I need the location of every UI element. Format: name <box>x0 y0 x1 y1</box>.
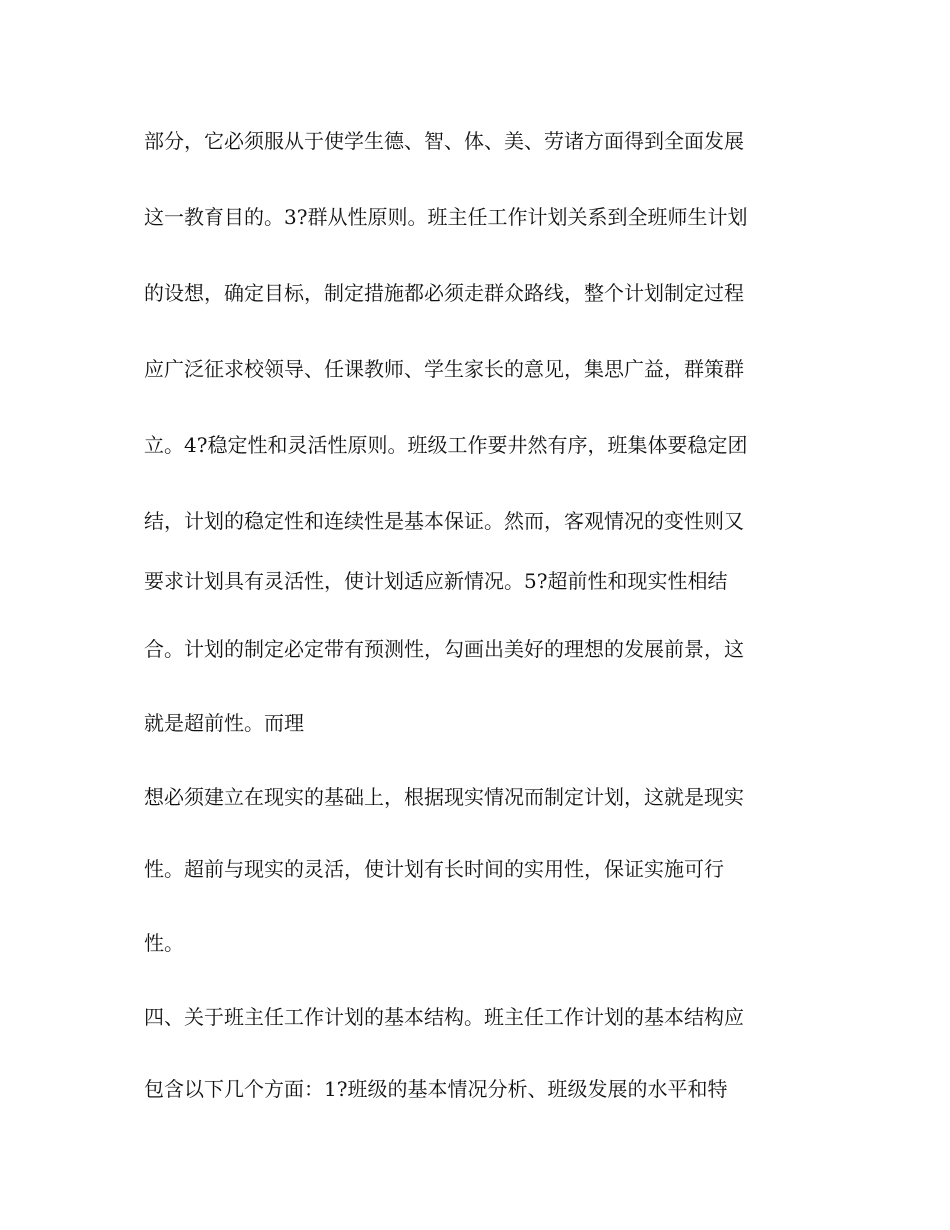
text-line-4: 应广泛征求校领导、任课教师、学生家长的意见，集思广益，群策群 <box>144 357 744 381</box>
text-line-9: 就是超前性。而理 <box>144 711 304 735</box>
text-line-3: 的设想，确定目标，制定措施都必须走群众路线，整个计划制定过程 <box>144 281 744 305</box>
text-line-5: 立。4?稳定性和灵活性原则。班级工作要井然有序，班集体要稳定团 <box>144 433 748 457</box>
text-line-14: 包含以下几个方面：1?班级的基本情况分析、班级发展的水平和特 <box>144 1077 728 1101</box>
text-line-7: 要求计划具有灵活性，使计划适应新情况。5?超前性和现实性相结 <box>144 569 728 593</box>
text-line-1: 部分，它必须服从于使学生德、智、体、美、劳诸方面得到全面发展 <box>144 129 744 153</box>
text-line-6: 结，计划的稳定性和连续性是基本保证。然而，客观情况的变性则又 <box>144 509 744 533</box>
text-line-8: 合。计划的制定必定带有预测性，勾画出美好的理想的发展前景，这 <box>144 637 744 661</box>
text-line-11: 性。超前与现实的灵活，使计划有长时间的实用性，保证实施可行 <box>144 857 724 881</box>
text-line-10: 想必须建立在现实的基础上，根据现实情况而制定计划，这就是现实 <box>144 785 744 809</box>
text-line-13: 四、关于班主任工作计划的基本结构。班主任工作计划的基本结构应 <box>144 1005 744 1029</box>
text-line-12: 性。 <box>144 931 184 955</box>
text-line-2: 这一教育目的。3?群从性原则。班主任工作计划关系到全班师生计划 <box>144 205 748 229</box>
